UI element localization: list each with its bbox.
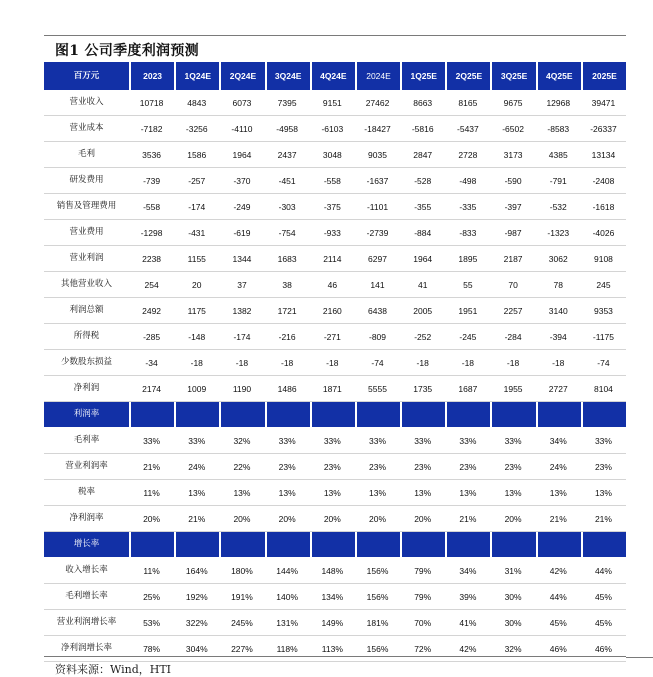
table-row [44, 376, 626, 402]
table-cell: 2847 [413, 149, 433, 160]
table-cell: 7395 [277, 97, 297, 108]
table-cell: 70 [508, 279, 518, 290]
table-cell: 1344 [232, 253, 252, 264]
table-cell: -739 [143, 175, 161, 186]
profit-rows [44, 90, 626, 402]
row-label: 净利润增长率 [60, 643, 112, 653]
table-cell: 46% [549, 643, 567, 654]
table-cell: -1637 [366, 175, 389, 186]
table-cell: 2728 [458, 149, 478, 160]
table-cell: -284 [504, 331, 522, 342]
row-label: 所得税 [73, 331, 100, 341]
table-cell: 13134 [591, 149, 616, 160]
table-cell: 5555 [368, 383, 387, 394]
table-cell: -394 [549, 331, 567, 342]
table-cell: -933 [323, 227, 341, 238]
table-cell: 41 [417, 279, 428, 290]
table-cell: 20% [143, 513, 161, 524]
table-cell: -431 [188, 227, 206, 238]
table-cell: 31% [504, 565, 522, 576]
table-cell: 8165 [458, 97, 478, 108]
table-cell: 10718 [139, 97, 164, 108]
table-cell: 34% [459, 565, 477, 576]
forecast-table [44, 62, 626, 662]
table-cell: 33% [414, 435, 432, 446]
table-cell: 140% [276, 591, 299, 602]
table-cell: -1101 [366, 201, 389, 212]
header-col-2023: 2023 [129, 62, 174, 90]
row-label: 利润总额 [69, 305, 104, 315]
table-cell: -987 [504, 227, 522, 238]
growth-rows [44, 558, 626, 662]
table-cell: 79% [414, 565, 432, 576]
header-col-3q25e: 3Q25E [490, 62, 535, 90]
table-cell: -754 [278, 227, 296, 238]
table-cell: 44% [549, 591, 567, 602]
table-cell: 13% [549, 487, 567, 498]
table-cell: 9353 [593, 305, 613, 316]
table-cell: 23% [459, 461, 477, 472]
margin-section-header [44, 402, 626, 428]
table-cell: 245 [596, 279, 611, 290]
table-cell: 44% [594, 565, 612, 576]
table-cell: 13% [594, 487, 612, 498]
bottom-rule [44, 656, 626, 657]
table-row [44, 584, 626, 610]
table-cell: 20 [192, 279, 202, 290]
header-col-4q24e: 4Q24E [310, 62, 355, 90]
table-cell: 1009 [187, 383, 207, 394]
table-cell: -791 [549, 175, 567, 186]
table-cell: 149% [321, 617, 344, 628]
table-cell: 1586 [187, 149, 207, 160]
table-cell: 23% [323, 461, 341, 472]
table-cell: 45% [594, 591, 612, 602]
table-row [44, 610, 626, 636]
row-label: 税率 [77, 487, 95, 497]
table-cell: 33% [459, 435, 477, 446]
header-col-2024e: 2024E [355, 62, 400, 90]
table-cell: -5437 [457, 123, 479, 134]
table-cell: 21% [143, 461, 161, 472]
source-note: 资料来源：Wind，HTI [55, 663, 172, 676]
table-cell: 131% [276, 617, 299, 628]
table-cell: 304% [185, 643, 208, 654]
table-cell: 23% [369, 461, 387, 472]
table-cell: -1323 [547, 227, 570, 238]
table-cell: -6502 [502, 123, 524, 134]
table-cell: 156% [366, 565, 389, 576]
table-cell: 245% [231, 617, 253, 628]
table-cell: 41% [459, 617, 477, 628]
table-row [44, 142, 626, 168]
row-label: 营业费用 [69, 227, 104, 237]
table-cell: 1382 [232, 305, 252, 316]
table-row [44, 480, 626, 506]
table-cell: 144% [276, 565, 299, 576]
table-cell: 2257 [503, 305, 523, 316]
table-cell: 1895 [458, 253, 478, 264]
table-cell: 78 [553, 279, 563, 290]
table-cell: -303 [278, 201, 296, 212]
table-cell: 227% [231, 643, 253, 654]
table-cell: 42% [459, 643, 477, 654]
table-cell: -8583 [547, 123, 570, 134]
row-label: 营业收入 [69, 97, 104, 107]
table-cell: -397 [504, 201, 522, 212]
table-cell: -498 [459, 175, 477, 186]
table-cell: 13% [278, 487, 296, 498]
table-cell: 38 [282, 279, 292, 290]
table-cell: 9675 [503, 97, 523, 108]
table-cell: -74 [597, 357, 610, 368]
table-cell: 70% [414, 617, 432, 628]
table-cell: 13% [233, 487, 251, 498]
table-cell: -18 [190, 357, 203, 368]
table-cell: 134% [321, 591, 344, 602]
table-cell: 30% [504, 617, 522, 628]
row-label: 毛利 [77, 149, 95, 159]
table-cell: 21% [549, 513, 567, 524]
table-cell: 6438 [368, 305, 387, 316]
table-cell: 2727 [548, 383, 568, 394]
table-cell: 1155 [187, 253, 206, 264]
table-cell: -174 [188, 201, 206, 212]
table-cell: 42% [549, 565, 567, 576]
table-cell: 20% [369, 513, 387, 524]
margin-rows [44, 428, 626, 532]
table-cell: -252 [414, 331, 432, 342]
table-cell: -26337 [590, 123, 617, 134]
table-cell: -249 [233, 201, 251, 212]
table-cell: -451 [278, 175, 296, 186]
table-cell: -18427 [364, 123, 391, 134]
table-cell: 2114 [323, 253, 342, 264]
table-cell: 53% [143, 617, 161, 628]
row-label: 营业利润 [69, 253, 104, 263]
table-row [44, 246, 626, 272]
table-cell: 33% [143, 435, 161, 446]
table-cell: -619 [233, 227, 251, 238]
table-cell: -18 [416, 357, 429, 368]
table-cell: 3173 [503, 149, 523, 160]
table-cell: 21% [594, 513, 612, 524]
table-cell: 156% [366, 591, 389, 602]
table-cell: 55 [463, 279, 473, 290]
table-cell: 34% [549, 435, 567, 446]
table-cell: 24% [188, 461, 206, 472]
header-col-2q24e: 2Q24E [219, 62, 264, 90]
table-cell: -558 [143, 201, 161, 212]
table-cell: 8663 [413, 97, 433, 108]
table-cell: 4843 [187, 97, 207, 108]
table-cell: 6073 [232, 97, 252, 108]
right-rule [626, 657, 653, 658]
table-row [44, 428, 626, 454]
table-row [44, 454, 626, 480]
table-cell: 4385 [548, 149, 568, 160]
table-cell: 20% [233, 513, 251, 524]
table-row [44, 324, 626, 350]
table-cell: 33% [504, 435, 522, 446]
table-row [44, 350, 626, 376]
table-cell: -18 [506, 357, 520, 368]
table-cell: 156% [366, 643, 389, 654]
header-col-1q25e: 1Q25E [400, 62, 445, 90]
table-cell: 1486 [277, 383, 297, 394]
table-cell: 33% [369, 435, 387, 446]
table-cell: -884 [414, 227, 432, 238]
table-cell: 37 [237, 279, 247, 290]
figure-title: 图1 公司季度利润预测 [55, 43, 199, 59]
table-cell: 1175 [187, 305, 206, 316]
table-cell: 20% [278, 513, 296, 524]
row-label: 少数股东损益 [60, 357, 112, 367]
table-header-row [44, 62, 626, 90]
table-cell: 192% [185, 591, 208, 602]
header-col-2q25e: 2Q25E [445, 62, 490, 90]
table-cell: 2492 [142, 305, 162, 316]
table-cell: -1298 [140, 227, 163, 238]
row-label: 营业利润增长率 [56, 617, 117, 627]
row-label: 毛利增长率 [65, 591, 108, 601]
table-cell: 78% [143, 643, 161, 654]
table-cell: 20% [323, 513, 341, 524]
table-row [44, 168, 626, 194]
table-cell: -558 [323, 175, 341, 186]
table-row [44, 298, 626, 324]
table-cell: 23% [278, 461, 296, 472]
table-cell: 1871 [322, 383, 342, 394]
table-cell: 79% [414, 591, 432, 602]
header-col-4q25e: 4Q25E [536, 62, 581, 90]
table-cell: -2408 [592, 175, 615, 186]
table-cell: 191% [231, 591, 253, 602]
table-cell: -1175 [592, 331, 614, 342]
table-cell: -4958 [276, 123, 299, 134]
table-cell: 33% [278, 435, 296, 446]
table-cell: -148 [188, 331, 206, 342]
table-cell: 1964 [232, 149, 252, 160]
table-cell: -355 [414, 201, 432, 212]
table-cell: 113% [321, 643, 343, 654]
table-cell: 22% [233, 461, 251, 472]
table-cell: 164% [185, 565, 208, 576]
table-row [44, 90, 626, 116]
table-row [44, 506, 626, 532]
table-cell: -74 [371, 357, 384, 368]
table-cell: 3048 [322, 149, 342, 160]
growth-section-header [44, 532, 626, 558]
table-cell: 32% [504, 643, 522, 654]
table-cell: -4110 [231, 123, 253, 134]
table-cell: 45% [549, 617, 567, 628]
header-col-2025e: 2025E [581, 62, 626, 90]
table-cell: 1683 [277, 253, 297, 264]
row-label: 毛利率 [73, 435, 100, 445]
table-cell: 33% [188, 435, 206, 446]
table-cell: 11% [143, 565, 160, 576]
table-cell: -528 [414, 175, 432, 186]
table-cell: 39% [459, 591, 477, 602]
table-cell: 8104 [593, 383, 613, 394]
table-cell: 141 [370, 279, 385, 290]
row-label: 营业成本 [69, 123, 104, 133]
row-label: 研发费用 [69, 175, 104, 185]
table-row [44, 636, 626, 662]
table-cell: 13% [188, 487, 206, 498]
table-cell: 13% [369, 487, 387, 498]
table-cell: 1735 [413, 383, 433, 394]
table-cell: 3536 [142, 149, 162, 160]
title-rule [44, 35, 626, 36]
table-cell: 322% [185, 617, 208, 628]
row-label: 营业利润率 [65, 461, 108, 471]
row-label: 销售及管理费用 [56, 201, 117, 211]
table-cell: 23% [414, 461, 432, 472]
table-row [44, 116, 626, 142]
table-row [44, 272, 626, 298]
row-label: 其他营业收入 [60, 279, 112, 289]
table-cell: 118% [276, 643, 298, 654]
header-unit-label: 百万元 [44, 62, 129, 90]
table-cell: -18 [461, 357, 475, 368]
row-label: 收入增长率 [65, 565, 108, 575]
table-cell: 2005 [413, 305, 433, 316]
table-cell: 45% [594, 617, 612, 628]
table-cell: -271 [323, 331, 341, 342]
table-cell: 20% [414, 513, 432, 524]
table-cell: -335 [459, 201, 477, 212]
table-cell: 2437 [277, 149, 297, 160]
table-cell: 33% [594, 435, 612, 446]
margin-section-label: 利润率 [44, 402, 129, 427]
table-cell: 13% [459, 487, 477, 498]
table-cell: 3140 [548, 305, 568, 316]
table-cell: 1721 [277, 305, 297, 316]
table-cell: -4026 [592, 227, 615, 238]
table-cell: 3062 [548, 253, 568, 264]
table-cell: -6103 [321, 123, 344, 134]
table-cell: 1955 [503, 383, 523, 394]
table-cell: 33% [323, 435, 341, 446]
table-cell: 21% [459, 513, 477, 524]
table-cell: -370 [233, 175, 251, 186]
table-cell: -245 [459, 331, 477, 342]
row-label: 净利润 [73, 383, 100, 393]
table-cell: 1951 [458, 305, 478, 316]
row-label: 净利润率 [69, 513, 104, 523]
table-cell: -2739 [366, 227, 389, 238]
table-cell: -5816 [411, 123, 434, 134]
table-cell: -34 [145, 357, 158, 368]
table-cell: -216 [278, 331, 296, 342]
table-cell: -590 [504, 175, 522, 186]
table-cell: 2238 [142, 253, 162, 264]
table-cell: 23% [594, 461, 612, 472]
table-cell: 181% [366, 617, 389, 628]
table-cell: -285 [143, 331, 161, 342]
table-cell: -833 [459, 227, 477, 238]
table-cell: 24% [549, 461, 567, 472]
table-cell: -18 [552, 357, 565, 368]
growth-section-label: 增长率 [44, 532, 129, 557]
table-cell: 11% [143, 487, 160, 498]
table-cell: 1964 [413, 253, 433, 264]
table-cell: -3256 [185, 123, 208, 134]
table-cell: -532 [549, 201, 567, 212]
table-cell: 30% [504, 591, 522, 602]
table-cell: -375 [323, 201, 341, 212]
header-col-1q24e: 1Q24E [174, 62, 219, 90]
table-cell: 32% [233, 435, 251, 446]
table-cell: -18 [326, 357, 339, 368]
table-cell: 20% [504, 513, 522, 524]
table-row [44, 558, 626, 584]
table-cell: -809 [369, 331, 387, 342]
table-cell: 25% [143, 591, 161, 602]
table-cell: 148% [321, 565, 344, 576]
table-cell: 39471 [591, 97, 616, 108]
table-cell: 6297 [368, 253, 387, 264]
table-cell: 13% [323, 487, 341, 498]
table-cell: 12968 [546, 97, 571, 108]
table-row [44, 194, 626, 220]
table-cell: 23% [504, 461, 522, 472]
table-cell: -18 [280, 357, 294, 368]
table-row [44, 220, 626, 246]
table-cell: 27462 [365, 97, 390, 108]
table-cell: 72% [414, 643, 432, 654]
table-cell: 2174 [142, 383, 162, 394]
table-cell: -257 [188, 175, 206, 186]
table-cell: -174 [233, 331, 251, 342]
table-cell: 180% [231, 565, 253, 576]
table-cell: -18 [235, 357, 249, 368]
table-cell: 9035 [368, 149, 387, 160]
header-col-3q24e: 3Q24E [265, 62, 310, 90]
table-cell: 13% [414, 487, 432, 498]
table-cell: 13% [504, 487, 522, 498]
table-cell: 1190 [232, 383, 252, 394]
table-cell: -7182 [140, 123, 163, 134]
table-cell: 46% [594, 643, 612, 654]
table-cell: 1687 [458, 383, 478, 394]
table-cell: 46 [327, 279, 338, 290]
table-cell: 9108 [593, 253, 613, 264]
table-cell: -1618 [592, 201, 615, 212]
table-cell: 2160 [322, 305, 342, 316]
table-cell: 21% [188, 513, 206, 524]
table-cell: 9151 [322, 97, 342, 108]
table-cell: 2187 [503, 253, 523, 264]
table-cell: 254 [144, 279, 159, 290]
